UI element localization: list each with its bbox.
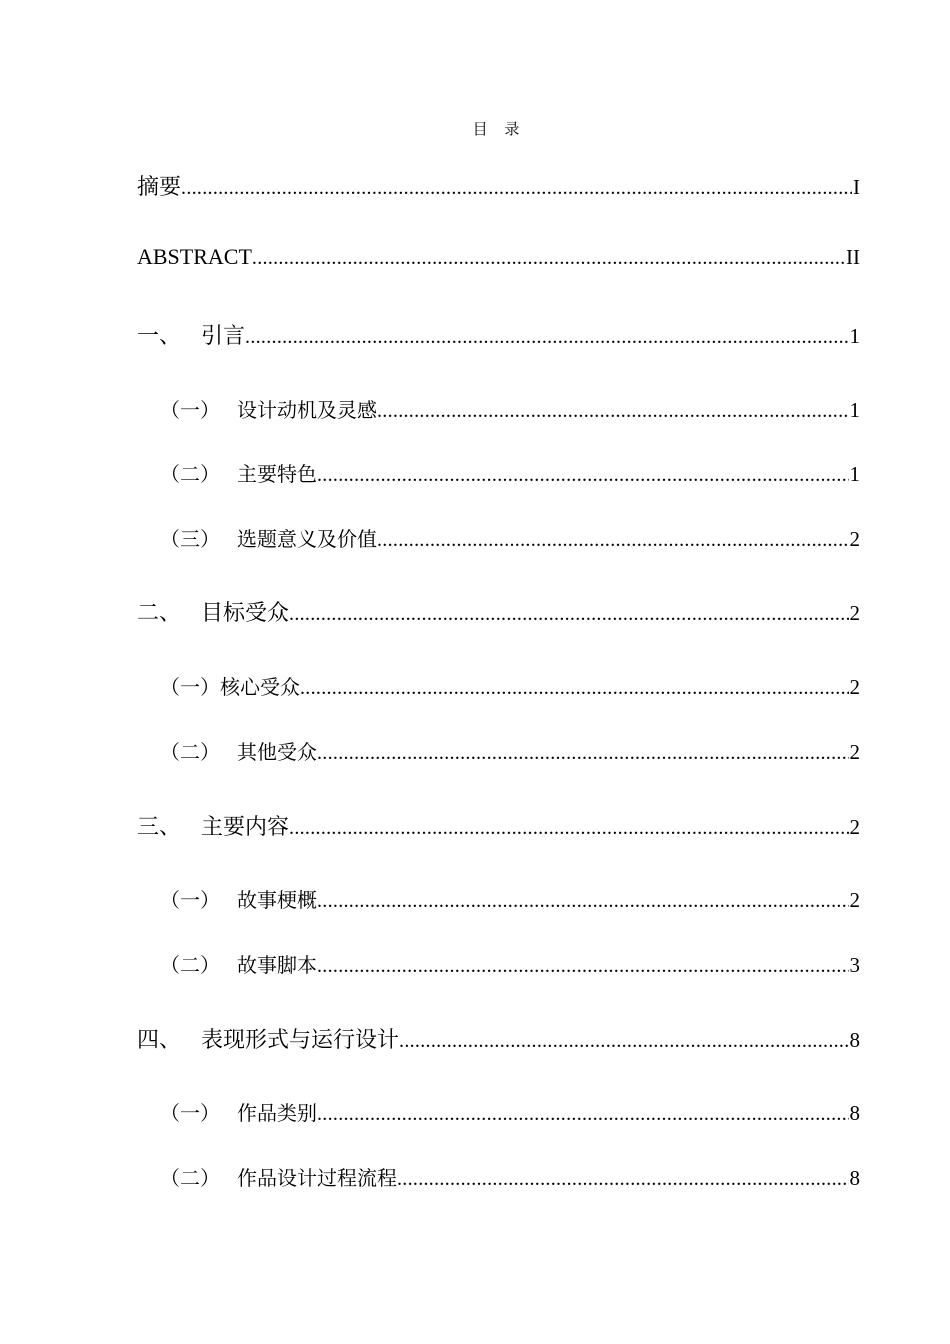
toc-entry-number: 三、 (137, 815, 182, 840)
toc-entry-label: 其他受众 (237, 740, 317, 764)
toc-entry-number: 四、 (137, 1028, 182, 1053)
toc-dot-leader (377, 529, 849, 552)
toc-entry-label: 引言 (201, 324, 246, 349)
toc-dot-leader (377, 400, 849, 423)
toc-page-number: 2 (849, 527, 860, 551)
toc-entry-label: 目标受众 (201, 601, 290, 626)
toc-entry-label: 故事梗概 (237, 888, 317, 912)
toc-entry-ch4[interactable] (137, 1023, 860, 1053)
toc-entry-number: （一） (160, 888, 220, 912)
toc-entry-ch1-2[interactable] (160, 458, 860, 488)
toc-page-number: 1 (849, 462, 860, 486)
toc-entry-abstract-en[interactable] (137, 244, 860, 274)
toc-entry-label: 主要特色 (237, 462, 317, 486)
toc-entry-number: （二） (160, 740, 220, 764)
toc-entry-ch3[interactable] (137, 810, 860, 840)
toc-entry-ch2-1[interactable] (160, 671, 860, 701)
toc-entry-label: 核心受众 (220, 675, 300, 699)
toc-page-number: 2 (849, 815, 860, 839)
toc-dot-leader (289, 817, 848, 840)
toc-dot-leader (317, 890, 849, 913)
toc-dot-leader (245, 326, 848, 349)
toc-entry-label: 作品类别 (237, 1101, 317, 1125)
toc-entry-number: 一、 (137, 324, 182, 349)
toc-entry-number: （二） (160, 462, 220, 486)
toc-page-number: 8 (849, 1166, 860, 1190)
toc-entry-label: 设计动机及灵感 (237, 398, 377, 422)
toc-entry-label: ABSTRACT (137, 244, 252, 269)
toc-page-number: 2 (849, 601, 860, 625)
toc-entry-label: 故事脚本 (237, 953, 317, 977)
toc-dot-leader (399, 1030, 848, 1053)
toc-entry-number: （三） (160, 527, 220, 551)
toc-entry-ch1-3[interactable] (160, 523, 860, 553)
toc-dot-leader (300, 677, 849, 700)
toc-page-number: 3 (849, 953, 860, 977)
toc-page-number: 2 (849, 888, 860, 912)
toc-entry-ch2-2[interactable] (160, 736, 860, 766)
toc-dot-leader (397, 1168, 849, 1191)
toc-dot-leader (317, 742, 849, 765)
toc-page-number: II (846, 245, 860, 269)
toc-entry-ch1[interactable] (137, 319, 860, 349)
toc-entry-label: 选题意义及价值 (237, 527, 377, 551)
page-title: 目 录 (472, 120, 526, 138)
toc-entry-ch3-2[interactable] (160, 949, 860, 979)
toc-entry-ch2[interactable] (137, 596, 860, 626)
toc-page-number: I (853, 175, 860, 199)
toc-page-number: 1 (849, 324, 860, 348)
toc-entry-label: 摘要 (137, 175, 182, 200)
toc-page-number: 2 (849, 740, 860, 764)
toc-page-number: 1 (849, 398, 860, 422)
toc-page-number: 8 (849, 1101, 860, 1125)
toc-dot-leader (317, 464, 849, 487)
toc-entry-number: 二、 (137, 601, 182, 626)
toc-dot-leader (252, 247, 845, 270)
toc-dot-leader (317, 1103, 849, 1126)
toc-page-number: 2 (849, 675, 860, 699)
toc-entry-number: （一） (160, 398, 220, 422)
toc-entry-number: （一） (160, 1101, 220, 1125)
toc-entry-ch4-1[interactable] (160, 1097, 860, 1127)
toc-dot-leader (289, 603, 848, 626)
toc-entry-number: （二） (160, 1166, 220, 1190)
toc-entry-ch4-2[interactable] (160, 1162, 860, 1192)
toc-entry-abstract-cn[interactable] (137, 170, 860, 200)
toc-dot-leader (181, 177, 852, 200)
toc-entry-ch1-1[interactable] (160, 394, 860, 424)
toc-dot-leader (317, 955, 849, 978)
toc-entry-label: 作品设计过程流程 (237, 1166, 397, 1190)
toc-page-number: 8 (849, 1028, 860, 1052)
toc-entry-number: （二） (160, 953, 220, 977)
toc-entry-label: 主要内容 (201, 815, 290, 840)
toc-entry-ch3-1[interactable] (160, 884, 860, 914)
toc-entry-label: 表现形式与运行设计 (201, 1028, 400, 1053)
toc-entry-number: （一） (160, 675, 220, 699)
